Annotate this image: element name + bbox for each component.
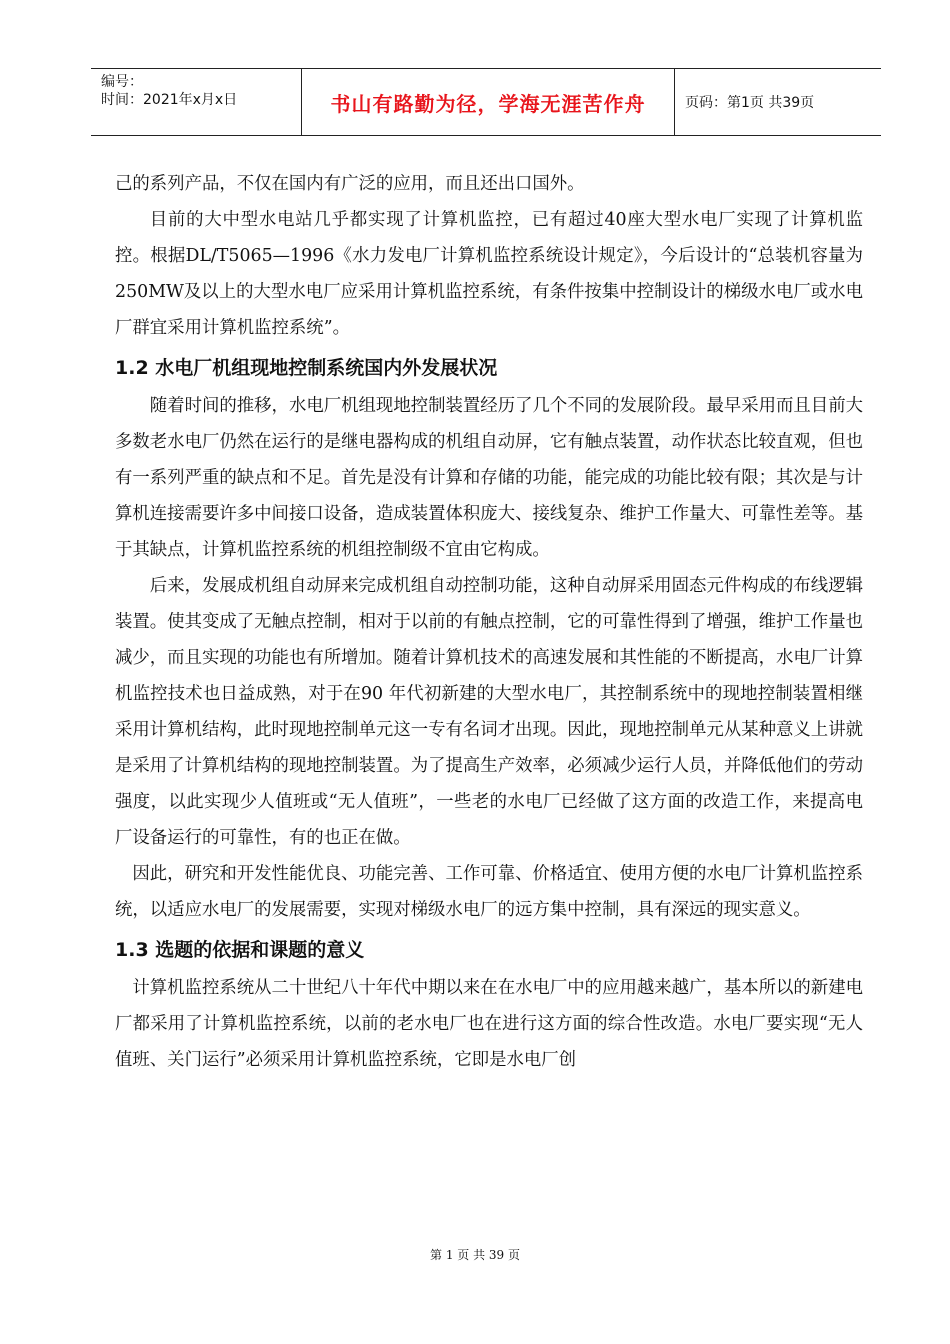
header-page-number: 页码：第1页 共39页 <box>685 95 815 111</box>
time-label: 时间：2021年x月x日 <box>101 92 238 108</box>
header-meta-cell <box>91 69 302 136</box>
page-header <box>91 68 881 136</box>
paragraph-significance: 因此，研究和开发性能优良、功能完善、工作可靠、价格适宜、使用方便的水电厂计算机监控系统，以适应水电厂的发展需要，实现对梯级水电厂的远方集中控制，具有深远的现实意义。 <box>115 864 863 920</box>
header-motto: 书山有路勤为径，学海无涯苦作舟 <box>302 69 675 136</box>
paragraph-later-development: 后来，发展成机组自动屏来完成机组自动控制功能，这种自动屏采用固态元件构成的布线逻辑装置。使其变成了无触点控制，相对于以前的有触点控制，它的可靠性得到了增强，维护工作量也减少，而且实现的功能也有所增加。随着计算机技术的高速发展和其性能的不断提高，水电厂计算机监控技术也日益成熟，对于在90 年代初新建的大型水电厂，其控制系统中的现地控制装置相继采用计算机结构，此时现地控制单元这一专有名词才出现。因此，现地控制单元从某种意义上讲就是采用了计算机结构的现地控制装置。为了提高生产效率，必须减少运行人员，并降低他们的劳动强度，以此实现少人值班或“无人值班”，一些老的水电厂已经做了这方面的改造工作，来提高电厂设备运行的可靠性，有的也正在做。 <box>115 576 863 848</box>
document-body <box>115 166 863 1078</box>
paragraph-continuation: 己的系列产品，不仅在国内有广泛的应用，而且还出口国外。 <box>115 174 585 194</box>
paragraph-development-stages: 随着时间的推移，水电厂机组现地控制装置经历了几个不同的发展阶段。最早采用而且目前大多数老水电厂仍然在运行的是继电器构成的机组自动屏，它有触点装置，动作状态比较直观，但也有一系列严重的缺点和不足。首先是没有计算和存储的功能，能完成的功能比较有限；其次是与计算机连接需要许多中间接口设备，造成装置体积庞大、接线复杂、维护工作量大、可靠性差等。基于其缺点，计算机监控系统的机组控制级不宜由它构成。 <box>115 396 863 560</box>
paragraph-large-stations: 目前的大中型水电站几乎都实现了计算机监控，已有超过40座大型水电厂实现了计算机监控。根据DL/T5065—1996《水力发电厂计算机监控系统设计规定》，今后设计的“总装机容量为250MW及以上的大型水电厂应采用计算机监控系统，有条件按集中控制设计的梯级水电厂或水电厂群宜采用计算机监控系统”。 <box>115 210 863 338</box>
serial-number-label: 编号： <box>101 74 143 90</box>
section-heading-1-2: 1.2 水电厂机组现地控制系统国内外发展状况 <box>115 357 498 379</box>
paragraph-topic-basis: 计算机监控系统从二十世纪八十年代中期以来在在水电厂中的应用越来越广，基本所以的新建电厂都采用了计算机监控系统，以前的老水电厂也在进行这方面的综合性改造。水电厂要实现“无人值班、关门运行”必须采用计算机监控系统，它即是水电厂创 <box>115 978 863 1070</box>
section-heading-1-3: 1.3 选题的依据和课题的意义 <box>115 939 365 961</box>
page-footer: 第 1 页 共 39 页 <box>430 1248 520 1262</box>
